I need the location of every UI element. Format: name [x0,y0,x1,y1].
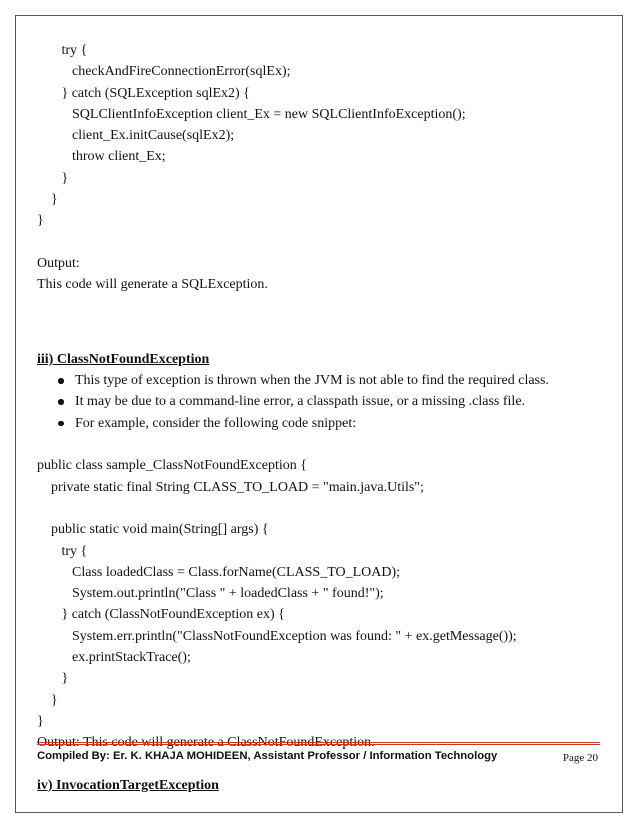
code-line: } [37,192,58,208]
code-line: } [37,170,69,186]
code-line: } [37,713,44,729]
document-body [37,40,597,796]
page-footer [37,742,600,762]
bullet-item: This type of exception is thrown when the JVM is not able to find the required class. [37,370,597,391]
code-line: public class sample_ClassNotFoundException { [37,458,307,474]
section-heading-iv: iv) InvocationTargetException [37,777,219,793]
spacer [37,434,597,455]
output-label: Output: [37,255,80,271]
code-line: try { [37,543,88,559]
code-line: Class loadedClass = Class.forName(CLASS_TO_LOAD); [37,564,401,580]
code-line: client_Ex.initCause(sqlEx2); [37,128,235,144]
code-line: } [37,213,44,229]
spacer [37,232,597,253]
code-line: SQLClientInfoException client_Ex = new SQLClientInfoException(); [37,106,466,122]
code-line: public static void main(String[] args) { [37,522,269,538]
spacer [37,317,597,349]
code-line: } catch (SQLException sqlEx2) { [37,85,250,101]
code-line: throw client_Ex; [37,149,166,165]
code-line: checkAndFireConnectionError(sqlEx); [37,64,291,80]
bullet-item: It may be due to a command-line error, a classpath issue, or a missing .class file. [37,391,597,412]
page-number: Page 20 [562,752,598,764]
section-heading-iii: iii) ClassNotFoundException [37,351,210,367]
spacer [37,296,597,317]
bullet-item: For example, consider the following code snippet: [37,413,597,434]
bullet-list [37,370,597,434]
code-line: private static final String CLASS_TO_LOAD = "main.java.Utils"; [37,479,424,495]
code-block-top [37,40,597,232]
code-line: } catch (ClassNotFoundException ex) { [37,607,285,623]
code-block-bottom [37,455,597,732]
output-text: This code will generate a SQLException. [37,277,268,293]
code-line: System.err.println("ClassNotFoundException was found: " + ex.getMessage()); [37,628,517,644]
code-line: } [37,671,69,687]
footer-credit: Compiled By: Er. K. KHAJA MOHIDEEN, Assistant Professor / Information Technology [37,750,498,762]
output-text: Output: This code will generate a ClassNotFoundException. [37,735,375,751]
code-line [37,498,597,519]
code-line: ex.printStackTrace(); [37,650,191,666]
code-line: try { [37,43,88,58]
code-line: } [37,692,58,708]
code-line: System.out.println("Class " + loadedClass + " found!"); [37,586,384,602]
